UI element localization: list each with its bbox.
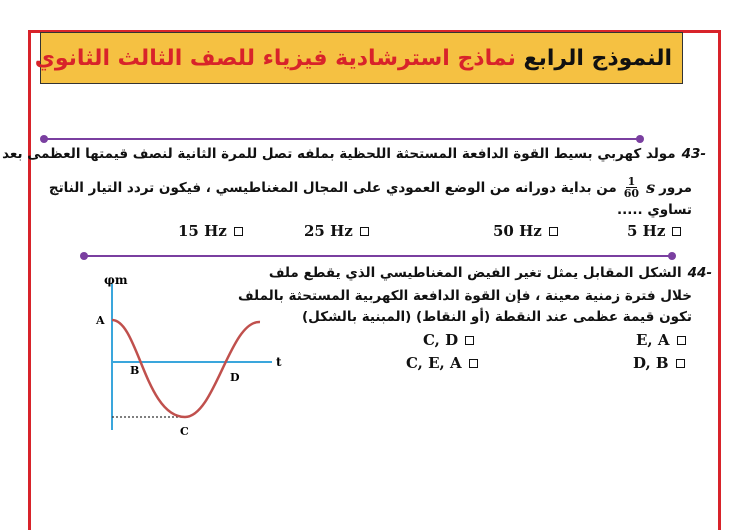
q43-text3: تساوي ..... bbox=[617, 202, 692, 218]
q44-option-3[interactable] bbox=[633, 354, 685, 372]
q43-unit: s bbox=[646, 178, 656, 197]
y-axis-label: φm bbox=[104, 273, 128, 287]
checkbox-icon[interactable] bbox=[672, 227, 681, 236]
frac-numerator: 1 bbox=[627, 175, 636, 188]
q43-number: -43 bbox=[681, 146, 706, 162]
option-label: C, D bbox=[423, 331, 459, 349]
title-banner bbox=[34, 32, 683, 84]
title-part-model: النموذج الرابع bbox=[523, 45, 672, 71]
q43-line3 bbox=[617, 202, 692, 218]
q43-text1: مولد كهربي بسيط القوة الدافعة المستحثة اللحظية بملفه تصل للمرة الثانية لنصف قيمتها العظمى بعد bbox=[2, 146, 676, 162]
option-label: C, E, A bbox=[406, 354, 462, 372]
checkbox-icon[interactable] bbox=[234, 227, 243, 236]
q44-option-2[interactable] bbox=[423, 331, 474, 349]
point-d-label: D bbox=[230, 371, 240, 384]
option-label: D, B bbox=[633, 354, 669, 372]
point-b-label: B bbox=[130, 364, 140, 377]
q44-option-4[interactable] bbox=[406, 354, 478, 372]
checkbox-icon[interactable] bbox=[677, 336, 686, 345]
q43-option-2[interactable] bbox=[493, 222, 558, 240]
q43-option-1[interactable] bbox=[627, 222, 681, 240]
page-title bbox=[35, 46, 672, 71]
q44-text2: خلال فترة زمنية معينة ، فإن القوة الدافعة الكهربية المستحثة بالملف bbox=[237, 288, 692, 304]
option-label: 5 Hz bbox=[627, 222, 666, 240]
flux-graph bbox=[90, 270, 290, 440]
q44-option-1[interactable] bbox=[636, 331, 686, 349]
checkbox-icon[interactable] bbox=[465, 336, 474, 345]
option-label: 50 Hz bbox=[493, 222, 542, 240]
checkbox-icon[interactable] bbox=[549, 227, 558, 236]
divider-top bbox=[44, 138, 640, 140]
point-c-label: C bbox=[180, 425, 189, 438]
q43-prefix: مرور bbox=[659, 179, 692, 196]
option-label: 25 Hz bbox=[304, 222, 353, 240]
q43-suffix: من بداية دورانه من الوضع العمودي على المجال المغناطيسي ، فيكون تردد التيار الناتج bbox=[48, 179, 617, 196]
checkbox-icon[interactable] bbox=[469, 359, 478, 368]
divider-middle bbox=[84, 255, 672, 257]
q44-line1 bbox=[269, 265, 712, 281]
title-part-subject: نماذج استرشادية فيزياء للصف الثالث الثانوي bbox=[34, 45, 516, 71]
q43-line1 bbox=[2, 146, 706, 162]
q43-option-3[interactable] bbox=[304, 222, 369, 240]
option-label: 15 Hz bbox=[178, 222, 227, 240]
q44-number: -44 bbox=[687, 265, 712, 281]
x-axis-label: t bbox=[276, 355, 282, 369]
q44-line2 bbox=[238, 288, 692, 304]
q43-option-4[interactable] bbox=[178, 222, 243, 240]
checkbox-icon[interactable] bbox=[676, 359, 685, 368]
q43-line2 bbox=[49, 176, 692, 199]
q44-text3: تكون قيمة عظمى عند النقطة (أو النقاط) (المبنية بالشكل) bbox=[302, 309, 692, 325]
point-a-label: A bbox=[96, 314, 105, 327]
q44-text1: الشكل المقابل يمثل تغير الفيض المغناطيسي الذي يقطع ملف bbox=[268, 265, 682, 281]
q44-line3 bbox=[302, 309, 692, 325]
frac-denominator: 60 bbox=[623, 187, 640, 200]
option-label: E, A bbox=[636, 331, 670, 349]
q43-fraction bbox=[624, 176, 639, 199]
checkbox-icon[interactable] bbox=[360, 227, 369, 236]
